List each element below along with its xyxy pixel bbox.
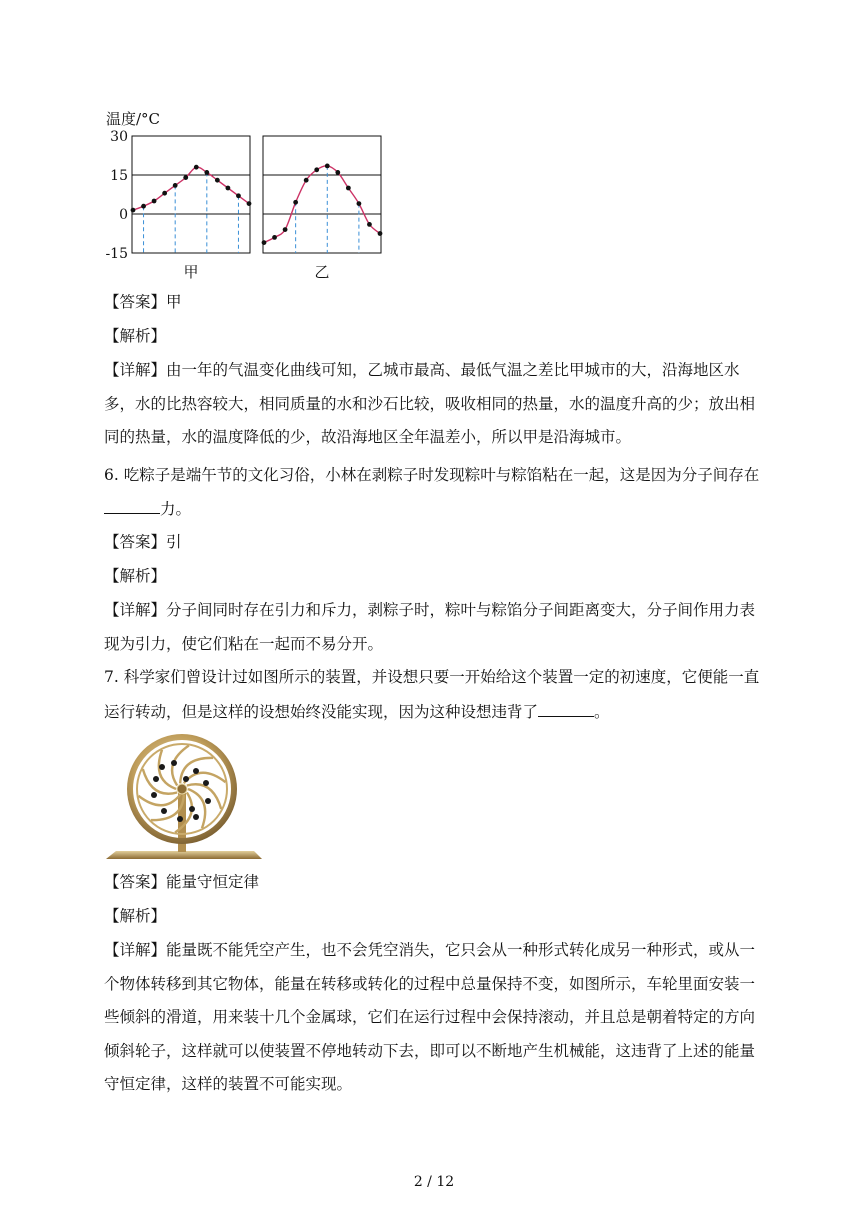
data-point bbox=[357, 201, 362, 206]
wheel-ball bbox=[159, 764, 165, 770]
q6-analysis-label: 【解析】 bbox=[104, 567, 167, 585]
data-point bbox=[304, 178, 309, 183]
q6-question: 6. 吃粽子是端午节的文化习俗，小林在剥粽子时发现粽叶与粽馅粘在一起，这是因为分子间存在 bbox=[104, 466, 760, 484]
y-tick-label: 30 bbox=[110, 129, 128, 145]
data-point bbox=[335, 170, 340, 175]
wheel-ball bbox=[183, 776, 189, 782]
data-point bbox=[204, 170, 209, 175]
wheel-ball bbox=[203, 780, 209, 786]
perpetual-motion-wheel-image bbox=[104, 734, 264, 864]
data-point bbox=[183, 175, 188, 180]
wheel-ball bbox=[193, 814, 199, 820]
q7-analysis-label: 【解析】 bbox=[104, 907, 167, 925]
q7-answer-blank bbox=[538, 700, 594, 717]
q7-question-prefix: 运行转动，但是这样的设想始终没能实现，因为这种设想违背了 bbox=[104, 703, 539, 721]
wheel-base bbox=[106, 851, 262, 859]
q6-answer-blank bbox=[104, 497, 160, 514]
data-point bbox=[346, 186, 351, 191]
data-point bbox=[152, 199, 157, 204]
wheel-hub bbox=[177, 784, 187, 794]
data-point bbox=[194, 165, 199, 170]
q5-answer: 【答案】甲 bbox=[104, 293, 182, 311]
wheel-ball bbox=[151, 792, 157, 798]
data-point bbox=[236, 193, 241, 198]
temperature-charts bbox=[100, 102, 400, 290]
wheel-illustration bbox=[104, 734, 264, 864]
data-point bbox=[293, 200, 298, 205]
data-point bbox=[141, 204, 146, 209]
temperature-charts-svg bbox=[100, 102, 400, 290]
temperature-line bbox=[264, 166, 380, 243]
q7-question-line2 bbox=[104, 700, 610, 723]
data-point bbox=[272, 235, 277, 240]
wheel-ball bbox=[171, 760, 177, 766]
q6-answer: 【答案】引 bbox=[104, 533, 182, 551]
page-number: 2 / 12 bbox=[413, 1174, 455, 1190]
data-point bbox=[131, 208, 136, 213]
data-point bbox=[314, 167, 319, 172]
wheel-ball bbox=[189, 806, 195, 812]
chart-frame bbox=[263, 136, 381, 253]
q5-analysis-label: 【解析】 bbox=[104, 327, 167, 345]
temperature-line bbox=[133, 167, 249, 210]
q7-question: 7. 科学家们曾设计过如图所示的装置，并设想只要一开始给这个装置一定的初速度，它便能一直 bbox=[104, 668, 760, 686]
q6-question-line2 bbox=[104, 497, 191, 520]
data-point bbox=[283, 227, 288, 232]
wheel-ball bbox=[161, 808, 167, 814]
y-axis-label: 温度/°C bbox=[106, 110, 161, 128]
data-point bbox=[215, 178, 220, 183]
chart-caption: 甲 bbox=[183, 263, 199, 281]
data-point bbox=[378, 231, 383, 236]
data-point bbox=[367, 222, 372, 227]
data-point bbox=[162, 191, 167, 196]
data-point bbox=[247, 201, 252, 206]
wheel-spoke bbox=[139, 795, 181, 806]
data-point bbox=[325, 164, 330, 169]
q6-detail: 【详解】分子间同时存在引力和斥力，剥粽子时，粽叶与粽馅分子间距离变大，分子间作用力表现为引力，使它们粘在一起而不易分开。 bbox=[104, 601, 756, 653]
chart-frame bbox=[132, 136, 250, 253]
q7-question-suffix: 。 bbox=[594, 703, 610, 721]
wheel-ball bbox=[153, 776, 159, 782]
data-point bbox=[173, 183, 178, 188]
q7-answer: 【答案】能量守恒定律 bbox=[104, 873, 260, 891]
data-point bbox=[226, 186, 231, 191]
q7-detail: 【详解】能量既不能凭空产生，也不会凭空消失，它只会从一种形式转化成另一种形式，或从一个物体转移到其它物体，能量在转移或转化的过程中总量保持不变，如图所示，车轮里面安装一些倾斜的滑道，用来装十几个金属球，它们在运行过程中会保持滚动，并且总是朝着特定的方向倾斜轮子，这样就可以使装置不停地转动下去，即可以不断地产生机械能，这违背了上述的能量守恒定律，这样的装置不可能实现。 bbox=[104, 941, 756, 1093]
wheel-ball bbox=[205, 798, 211, 804]
q5-detail: 【详解】由一年的气温变化曲线可知，乙城市最高、最低气温之差比甲城市的大，沿海地区水多，水的比热容较大，相同质量的水和沙石比较，吸收相同的热量，水的温度升高的少；放出相同的热量，水的温度降低的少，故沿海地区全年温差小，所以甲是沿海城市。 bbox=[104, 361, 756, 446]
wheel-ball bbox=[193, 768, 199, 774]
y-tick-label: 0 bbox=[119, 207, 128, 223]
y-tick-label: 15 bbox=[110, 168, 128, 184]
q6-question-suffix: 力。 bbox=[160, 500, 192, 518]
wheel-ball bbox=[177, 816, 183, 822]
y-tick-label: -15 bbox=[105, 246, 128, 262]
data-point bbox=[262, 240, 267, 245]
chart-caption: 乙 bbox=[314, 263, 330, 281]
